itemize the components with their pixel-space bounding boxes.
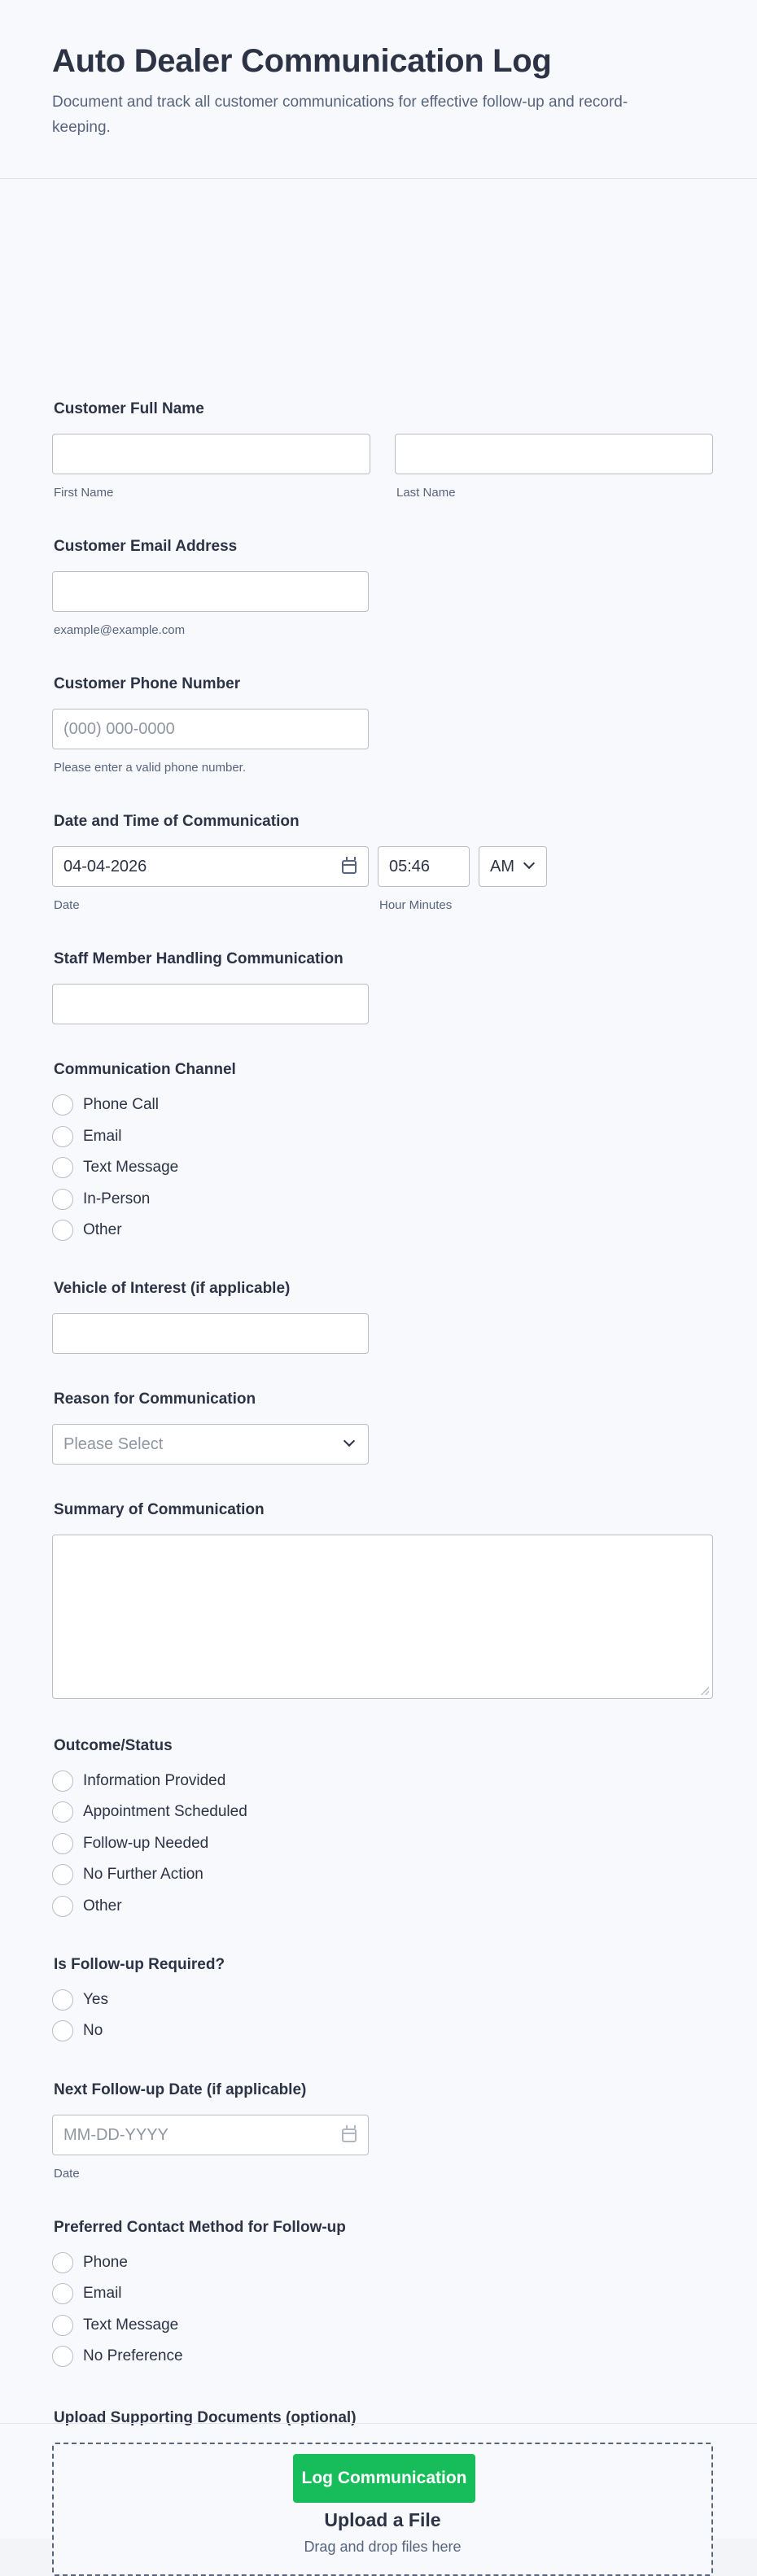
time-sublabel: Hour Minutes	[379, 898, 453, 912]
phone-sublabel: Please enter a valid phone number.	[54, 761, 246, 775]
date-sublabel: Date	[54, 898, 80, 912]
next-followup-sublabel: Date	[54, 2167, 80, 2181]
radio-button[interactable]	[52, 1801, 73, 1823]
radio-button[interactable]	[52, 2283, 73, 2304]
followup-option-yes[interactable]: Yes	[52, 1988, 108, 2012]
outcome-option-follow-up-needed[interactable]: Follow-up Needed	[52, 1832, 208, 1856]
outcome-label: Outcome/Status	[54, 1737, 173, 1754]
resize-handle-icon[interactable]	[701, 1687, 709, 1695]
phone-label: Customer Phone Number	[54, 675, 241, 692]
channel-option-phone-call[interactable]: Phone Call	[52, 1093, 159, 1117]
outcome-option-other[interactable]: Other	[52, 1894, 122, 1919]
vehicle-input[interactable]	[52, 1313, 369, 1354]
email-input[interactable]	[52, 571, 369, 612]
radio-button[interactable]	[52, 1989, 73, 2011]
phone-input[interactable]: (000) 000-0000	[52, 709, 369, 749]
staff-input[interactable]	[52, 984, 369, 1024]
channel-option-text-message[interactable]: Text Message	[52, 1155, 178, 1180]
radio-button[interactable]	[52, 1770, 73, 1792]
outcome-option-no-further-action[interactable]: No Further Action	[52, 1862, 203, 1887]
radio-button[interactable]	[52, 2252, 73, 2273]
contact-option-no-preference[interactable]: No Preference	[52, 2344, 183, 2369]
reason-label: Reason for Communication	[54, 1391, 256, 1408]
summary-label: Summary of Communication	[54, 1501, 265, 1518]
form-title: Auto Dealer Communication Log	[52, 43, 552, 79]
channel-label: Communication Channel	[54, 1061, 236, 1078]
full-name-label: Customer Full Name	[54, 400, 204, 417]
log-communication-button[interactable]: Log Communication	[293, 2454, 475, 2503]
channel-option-email[interactable]: Email	[52, 1124, 122, 1149]
form-header	[0, 0, 757, 179]
footer-divider	[0, 2423, 757, 2424]
last-name-input[interactable]	[395, 434, 713, 474]
contact-option-phone[interactable]: Phone	[52, 2251, 128, 2275]
outcome-option-appointment-scheduled[interactable]: Appointment Scheduled	[52, 1800, 247, 1824]
channel-option-other[interactable]: Other	[52, 1218, 122, 1242]
summary-textarea[interactable]	[52, 1535, 713, 1699]
upload-subtitle: Drag and drop files here	[304, 2539, 462, 2555]
contact-option-email[interactable]: Email	[52, 2281, 122, 2306]
calendar-icon[interactable]	[342, 2128, 357, 2142]
email-label: Customer Email Address	[54, 538, 238, 555]
vehicle-label: Vehicle of Interest (if applicable)	[54, 1280, 291, 1297]
reason-select[interactable]: Please Select	[52, 1424, 369, 1465]
radio-button[interactable]	[52, 1094, 73, 1116]
radio-button[interactable]	[52, 1126, 73, 1147]
preferred-contact-label: Preferred Contact Method for Follow-up	[54, 2219, 346, 2236]
radio-button[interactable]	[52, 1864, 73, 1885]
chevron-down-icon	[523, 858, 535, 869]
staff-label: Staff Member Handling Communication	[54, 950, 343, 967]
datetime-label: Date and Time of Communication	[54, 813, 300, 830]
contact-option-text-message[interactable]: Text Message	[52, 2313, 178, 2338]
first-name-input[interactable]	[52, 434, 370, 474]
followup-required-label: Is Follow-up Required?	[54, 1956, 225, 1973]
followup-option-no[interactable]: No	[52, 2019, 103, 2043]
radio-button[interactable]	[52, 2020, 73, 2041]
upload-label: Upload Supporting Documents (optional)	[54, 2409, 357, 2426]
next-followup-label: Next Follow-up Date (if applicable)	[54, 2081, 307, 2098]
radio-button[interactable]	[52, 2346, 73, 2367]
upload-title: Upload a File	[324, 2509, 441, 2530]
chevron-down-icon	[343, 1435, 355, 1447]
radio-button[interactable]	[52, 1220, 73, 1241]
ampm-select[interactable]: AM	[479, 846, 547, 887]
form-description: Document and track all customer communications for effective follow-up and record-keeping.	[52, 94, 628, 136]
time-hour-minute-input[interactable]: 05:46	[378, 846, 470, 887]
radio-button[interactable]	[52, 1189, 73, 1210]
email-sublabel: example@example.com	[54, 623, 186, 637]
outcome-option-information-provided[interactable]: Information Provided	[52, 1769, 225, 1793]
first-name-sublabel: First Name	[54, 486, 114, 500]
radio-button[interactable]	[52, 2315, 73, 2336]
radio-button[interactable]	[52, 1833, 73, 1854]
radio-button[interactable]	[52, 1896, 73, 1917]
communication-date-input[interactable]: 04-04-2026	[52, 846, 369, 887]
channel-option-in-person[interactable]: In-Person	[52, 1187, 150, 1212]
last-name-sublabel: Last Name	[396, 486, 456, 500]
radio-button[interactable]	[52, 1157, 73, 1178]
calendar-icon[interactable]	[342, 860, 357, 874]
next-followup-date-input[interactable]: MM-DD-YYYY	[52, 2115, 369, 2155]
